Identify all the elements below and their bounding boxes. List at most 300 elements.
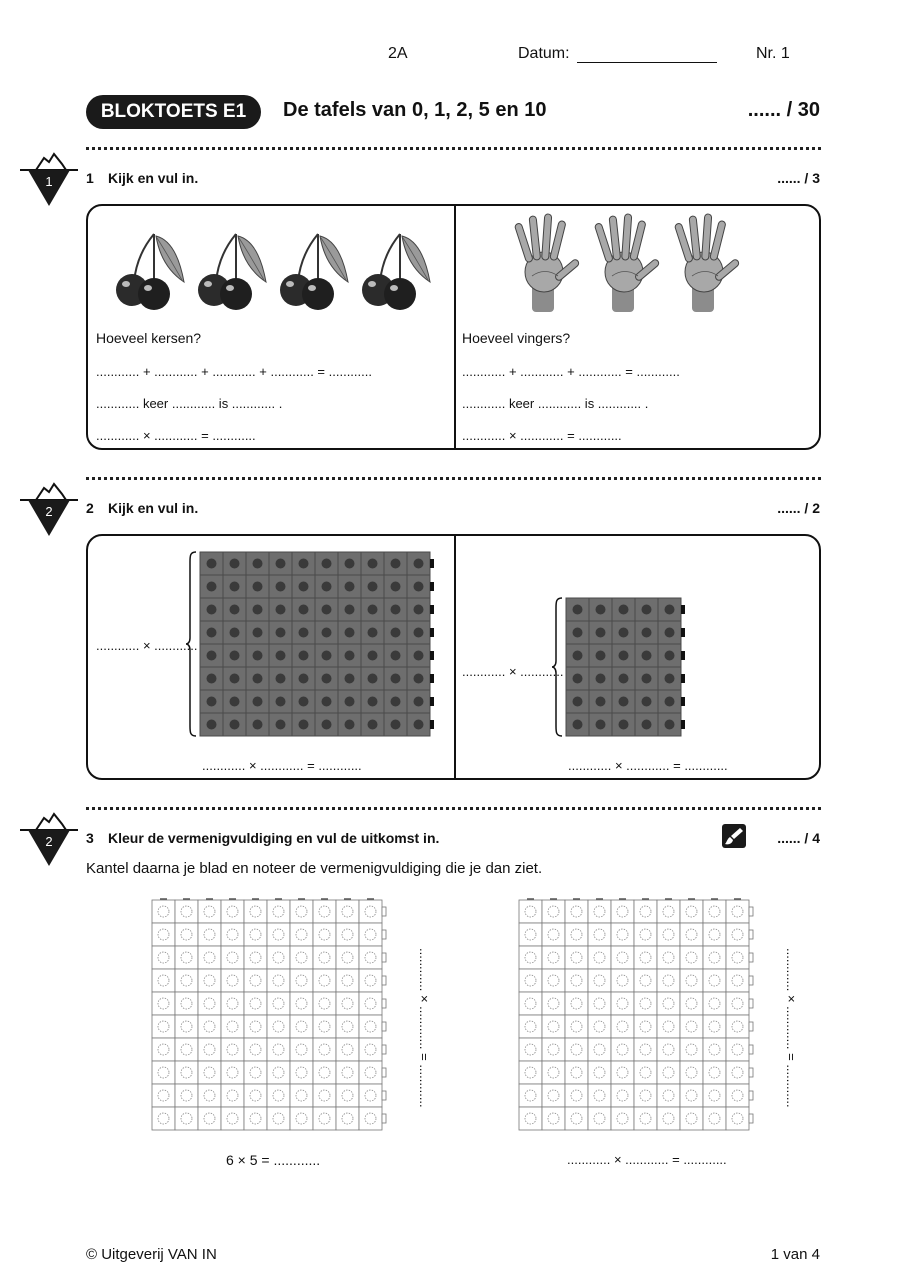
counting-block — [384, 575, 407, 598]
counting-block[interactable] — [244, 969, 267, 992]
counting-block — [246, 690, 269, 713]
counting-block[interactable] — [313, 923, 336, 946]
counting-block[interactable] — [290, 1015, 313, 1038]
counting-block — [361, 621, 384, 644]
counting-block[interactable] — [680, 992, 703, 1015]
counting-block[interactable] — [611, 1107, 634, 1130]
counting-block[interactable] — [657, 1084, 680, 1107]
counting-block[interactable] — [726, 1107, 749, 1130]
counting-block — [566, 713, 589, 736]
counting-block[interactable] — [198, 923, 221, 946]
counting-block[interactable] — [588, 923, 611, 946]
iceberg-level-icon — [18, 478, 80, 540]
counting-block — [246, 598, 269, 621]
counting-block[interactable] — [313, 900, 336, 923]
counting-block[interactable] — [588, 946, 611, 969]
counting-block[interactable] — [152, 992, 175, 1015]
counting-block[interactable] — [657, 900, 680, 923]
counting-block[interactable] — [336, 1015, 359, 1038]
counting-block[interactable] — [175, 946, 198, 969]
counting-block[interactable] — [244, 992, 267, 1015]
counting-block — [589, 713, 612, 736]
counting-block[interactable] — [267, 946, 290, 969]
counting-block[interactable] — [313, 1015, 336, 1038]
counting-block — [589, 690, 612, 713]
counting-block[interactable] — [267, 1015, 290, 1038]
counting-block[interactable] — [519, 1084, 542, 1107]
rotated-answer-line[interactable]: ............ × ............ = ............ — [417, 948, 432, 1108]
section-divider — [86, 807, 821, 810]
counting-block[interactable] — [359, 992, 382, 1015]
counting-block[interactable] — [313, 992, 336, 1015]
counting-block[interactable] — [244, 1061, 267, 1084]
counting-block[interactable] — [726, 923, 749, 946]
counting-block — [361, 575, 384, 598]
counting-block — [612, 690, 635, 713]
counting-block[interactable] — [634, 969, 657, 992]
counting-block[interactable] — [267, 969, 290, 992]
counting-block[interactable] — [634, 1038, 657, 1061]
counting-block[interactable] — [175, 1084, 198, 1107]
counting-block[interactable] — [565, 923, 588, 946]
answer-line[interactable]: ............ × ............ = ............ — [568, 758, 728, 773]
counting-block — [223, 575, 246, 598]
counting-block[interactable] — [680, 923, 703, 946]
counting-block[interactable] — [221, 900, 244, 923]
counting-block[interactable] — [290, 992, 313, 1015]
counting-block[interactable] — [565, 946, 588, 969]
counting-block[interactable] — [657, 923, 680, 946]
counting-block[interactable] — [565, 992, 588, 1015]
counting-block[interactable] — [680, 946, 703, 969]
counting-block[interactable] — [542, 1084, 565, 1107]
counting-block[interactable] — [336, 1107, 359, 1130]
counting-block[interactable] — [290, 1084, 313, 1107]
counting-block[interactable] — [244, 1107, 267, 1130]
counting-block[interactable] — [565, 1038, 588, 1061]
counting-block[interactable] — [198, 992, 221, 1015]
counting-block[interactable] — [221, 969, 244, 992]
counting-block[interactable] — [198, 1107, 221, 1130]
counting-block[interactable] — [634, 1015, 657, 1038]
counting-block[interactable] — [221, 1107, 244, 1130]
page-number: 1 van 4 — [770, 1246, 820, 1263]
counting-block[interactable] — [726, 900, 749, 923]
counting-block[interactable] — [657, 1038, 680, 1061]
counting-block — [223, 644, 246, 667]
counting-block[interactable] — [152, 1038, 175, 1061]
counting-block[interactable] — [290, 900, 313, 923]
counting-block — [292, 667, 315, 690]
level-number: 1 — [45, 174, 53, 189]
counting-block[interactable] — [198, 1084, 221, 1107]
counting-block — [612, 621, 635, 644]
counting-block — [200, 713, 223, 736]
counting-block — [566, 644, 589, 667]
counting-block[interactable] — [175, 1015, 198, 1038]
counting-block — [315, 575, 338, 598]
counting-block[interactable] — [336, 1038, 359, 1061]
counting-block[interactable] — [657, 992, 680, 1015]
counting-block[interactable] — [244, 900, 267, 923]
counting-block[interactable] — [198, 969, 221, 992]
answer-line[interactable]: ............ keer ............ is ............ . — [96, 396, 283, 411]
block-grid — [517, 896, 757, 1132]
counting-block[interactable] — [726, 1038, 749, 1061]
counting-block[interactable] — [152, 946, 175, 969]
counting-block[interactable] — [542, 969, 565, 992]
block-connector — [749, 976, 753, 985]
counting-block[interactable] — [359, 1038, 382, 1061]
counting-block[interactable] — [519, 1061, 542, 1084]
counting-block[interactable] — [313, 1107, 336, 1130]
counting-block[interactable] — [221, 1038, 244, 1061]
counting-block[interactable] — [611, 946, 634, 969]
counting-block[interactable] — [634, 900, 657, 923]
counting-block[interactable] — [588, 1038, 611, 1061]
counting-block[interactable] — [680, 969, 703, 992]
counting-block — [200, 621, 223, 644]
counting-block[interactable] — [290, 1107, 313, 1130]
counting-block[interactable] — [611, 1015, 634, 1038]
counting-block[interactable] — [336, 900, 359, 923]
answer-line[interactable]: ............ × ............ = ............ — [202, 758, 362, 773]
counting-block[interactable] — [726, 946, 749, 969]
counting-block[interactable] — [175, 969, 198, 992]
exercise-instruction: Kleur de vermenigvuldiging en vul de uitkomst in. — [108, 830, 440, 846]
counting-block — [315, 667, 338, 690]
counting-block — [269, 598, 292, 621]
counting-block[interactable] — [244, 1038, 267, 1061]
counting-block[interactable] — [359, 969, 382, 992]
counting-block[interactable] — [175, 1061, 198, 1084]
counting-block[interactable] — [175, 1038, 198, 1061]
counting-block[interactable] — [198, 900, 221, 923]
counting-block[interactable] — [703, 923, 726, 946]
counting-block[interactable] — [726, 1084, 749, 1107]
counting-block[interactable] — [152, 923, 175, 946]
counting-block[interactable] — [267, 1061, 290, 1084]
counting-block[interactable] — [221, 1015, 244, 1038]
counting-block[interactable] — [198, 946, 221, 969]
counting-block — [338, 667, 361, 690]
counting-block[interactable] — [152, 969, 175, 992]
counting-block[interactable] — [680, 1061, 703, 1084]
counting-block[interactable] — [313, 1061, 336, 1084]
counting-block[interactable] — [152, 900, 175, 923]
counting-block[interactable] — [290, 969, 313, 992]
counting-block[interactable] — [588, 900, 611, 923]
counting-block[interactable] — [657, 969, 680, 992]
counting-block — [407, 667, 430, 690]
counting-block[interactable] — [542, 992, 565, 1015]
counting-block[interactable] — [703, 1107, 726, 1130]
counting-block[interactable] — [221, 946, 244, 969]
counting-block[interactable] — [244, 1015, 267, 1038]
counting-block[interactable] — [198, 1038, 221, 1061]
counting-block[interactable] — [359, 900, 382, 923]
counting-block[interactable] — [519, 923, 542, 946]
hand-icon — [514, 214, 580, 312]
counting-block[interactable] — [703, 1038, 726, 1061]
counting-block — [292, 552, 315, 575]
counting-block[interactable] — [611, 1061, 634, 1084]
counting-block[interactable] — [313, 946, 336, 969]
counting-block[interactable] — [611, 992, 634, 1015]
counting-block[interactable] — [267, 1107, 290, 1130]
counting-block — [338, 713, 361, 736]
counting-block[interactable] — [336, 969, 359, 992]
counting-block[interactable] — [657, 946, 680, 969]
counting-block[interactable] — [152, 1015, 175, 1038]
answer-line[interactable]: 6 × 5 = ............ — [226, 1152, 321, 1168]
counting-block[interactable] — [565, 969, 588, 992]
counting-block — [407, 644, 430, 667]
counting-block[interactable] — [267, 900, 290, 923]
counting-block[interactable] — [313, 969, 336, 992]
counting-block[interactable] — [244, 923, 267, 946]
block-connector — [382, 1114, 386, 1123]
counting-block — [269, 713, 292, 736]
counting-block — [315, 621, 338, 644]
counting-block — [407, 690, 430, 713]
block-connector — [681, 651, 685, 660]
counting-block[interactable] — [611, 969, 634, 992]
block-connector — [681, 605, 685, 614]
exercise-title — [86, 830, 439, 846]
answer-line[interactable]: ............ × ............ = ............ — [567, 1152, 727, 1167]
counting-block[interactable] — [726, 1015, 749, 1038]
counting-block[interactable] — [565, 1107, 588, 1130]
block-connector — [681, 628, 685, 637]
counting-block — [223, 621, 246, 644]
block-connector — [430, 720, 434, 729]
counting-block[interactable] — [336, 1084, 359, 1107]
answer-line[interactable]: ............ × ............ = ............ — [462, 428, 622, 443]
counting-block[interactable] — [634, 992, 657, 1015]
counting-block — [635, 713, 658, 736]
counting-block[interactable] — [565, 1061, 588, 1084]
iceberg-level-icon — [18, 808, 80, 870]
cherries-picture — [114, 226, 434, 316]
counting-block — [200, 690, 223, 713]
counting-block[interactable] — [680, 1038, 703, 1061]
counting-block[interactable] — [359, 1061, 382, 1084]
counting-block[interactable] — [267, 1084, 290, 1107]
counting-block[interactable] — [152, 1061, 175, 1084]
counting-block[interactable] — [290, 946, 313, 969]
block-connector — [382, 1068, 386, 1077]
block-connector — [382, 999, 386, 1008]
answer-line[interactable]: ............ × ............ — [462, 664, 564, 679]
counting-block — [635, 598, 658, 621]
counting-block[interactable] — [703, 1084, 726, 1107]
counting-block[interactable] — [152, 1107, 175, 1130]
counting-block[interactable] — [634, 946, 657, 969]
counting-block[interactable] — [542, 1038, 565, 1061]
counting-block[interactable] — [680, 900, 703, 923]
counting-block[interactable] — [175, 923, 198, 946]
counting-block[interactable] — [588, 992, 611, 1015]
counting-block — [292, 713, 315, 736]
counting-block[interactable] — [244, 1084, 267, 1107]
counting-block[interactable] — [703, 1015, 726, 1038]
counting-block — [589, 598, 612, 621]
counting-block[interactable] — [313, 1084, 336, 1107]
counting-block[interactable] — [565, 1015, 588, 1038]
counting-block — [292, 621, 315, 644]
counting-block[interactable] — [175, 900, 198, 923]
counting-block — [269, 621, 292, 644]
counting-block[interactable] — [634, 1061, 657, 1084]
counting-block — [589, 644, 612, 667]
answer-line[interactable]: ............ × ............ = ............ — [96, 428, 256, 443]
counting-block — [658, 644, 681, 667]
counting-block — [200, 644, 223, 667]
counting-block[interactable] — [267, 923, 290, 946]
rotated-answer-line[interactable]: ............ × ............ = ............ — [784, 948, 799, 1108]
counting-block — [658, 713, 681, 736]
counting-block[interactable] — [290, 923, 313, 946]
counting-block — [292, 690, 315, 713]
counting-block[interactable] — [634, 923, 657, 946]
counting-block — [566, 621, 589, 644]
counting-block[interactable] — [313, 1038, 336, 1061]
counting-block[interactable] — [703, 946, 726, 969]
counting-block[interactable] — [175, 1107, 198, 1130]
counting-block[interactable] — [359, 1015, 382, 1038]
counting-block[interactable] — [726, 992, 749, 1015]
block-connector — [430, 674, 434, 683]
counting-block[interactable] — [703, 1061, 726, 1084]
counting-block[interactable] — [336, 992, 359, 1015]
cherries-question: Hoeveel kersen? — [96, 330, 202, 346]
counting-block[interactable] — [611, 1038, 634, 1061]
block-connector — [681, 697, 685, 706]
counting-block[interactable] — [542, 1107, 565, 1130]
page-title: De tafels van 0, 1, 2, 5 en 10 — [283, 99, 547, 121]
counting-block — [315, 713, 338, 736]
counting-block[interactable] — [588, 969, 611, 992]
counting-block[interactable] — [519, 946, 542, 969]
counting-block[interactable] — [611, 900, 634, 923]
counting-block[interactable] — [588, 1061, 611, 1084]
counting-block — [566, 690, 589, 713]
block-connector — [382, 1091, 386, 1100]
counting-block[interactable] — [542, 1061, 565, 1084]
counting-block[interactable] — [703, 900, 726, 923]
counting-block[interactable] — [588, 1107, 611, 1130]
block-connector — [430, 559, 434, 568]
counting-block[interactable] — [588, 1015, 611, 1038]
counting-block[interactable] — [657, 1015, 680, 1038]
counting-block[interactable] — [336, 1061, 359, 1084]
counting-block[interactable] — [198, 1061, 221, 1084]
counting-block[interactable] — [542, 900, 565, 923]
counting-block[interactable] — [542, 923, 565, 946]
counting-block[interactable] — [703, 969, 726, 992]
counting-block[interactable] — [267, 1038, 290, 1061]
counting-block — [589, 621, 612, 644]
counting-block[interactable] — [519, 1107, 542, 1130]
counting-block[interactable] — [588, 1084, 611, 1107]
counting-block — [407, 713, 430, 736]
fingers-question: Hoeveel vingers? — [462, 330, 571, 346]
counting-block[interactable] — [657, 1061, 680, 1084]
counting-block[interactable] — [565, 900, 588, 923]
counting-block[interactable] — [634, 1084, 657, 1107]
counting-block[interactable] — [680, 1107, 703, 1130]
counting-block[interactable] — [359, 1084, 382, 1107]
counting-block[interactable] — [565, 1084, 588, 1107]
counting-block[interactable] — [152, 1084, 175, 1107]
counting-block — [361, 690, 384, 713]
counting-block — [223, 598, 246, 621]
counting-block[interactable] — [175, 992, 198, 1015]
counting-block[interactable] — [519, 992, 542, 1015]
counting-block[interactable] — [198, 1015, 221, 1038]
counting-block — [407, 598, 430, 621]
counting-block[interactable] — [611, 923, 634, 946]
counting-block[interactable] — [336, 923, 359, 946]
counting-block[interactable] — [519, 900, 542, 923]
counting-block[interactable] — [221, 1084, 244, 1107]
section-divider — [86, 147, 821, 150]
date-field[interactable] — [577, 62, 717, 63]
exercise-score: ...... / 3 — [777, 170, 820, 186]
answer-line[interactable]: ............ × ............ — [96, 638, 198, 653]
answer-line[interactable]: ............ + ............ + ............ = ............ — [462, 364, 680, 379]
counting-block[interactable] — [359, 946, 382, 969]
counting-block[interactable] — [336, 946, 359, 969]
counting-block[interactable] — [726, 969, 749, 992]
counting-block — [269, 575, 292, 598]
counting-block[interactable] — [611, 1084, 634, 1107]
counting-block[interactable] — [244, 946, 267, 969]
iceberg-level-icon — [18, 148, 80, 210]
answer-line[interactable]: ............ keer ............ is ............ . — [462, 396, 649, 411]
counting-block[interactable] — [542, 1015, 565, 1038]
counting-block[interactable] — [359, 923, 382, 946]
counting-block[interactable] — [519, 1015, 542, 1038]
counting-block[interactable] — [221, 923, 244, 946]
counting-block[interactable] — [634, 1107, 657, 1130]
counting-block[interactable] — [267, 992, 290, 1015]
counting-block — [269, 667, 292, 690]
counting-block[interactable] — [290, 1061, 313, 1084]
counting-block — [246, 552, 269, 575]
counting-block[interactable] — [680, 1015, 703, 1038]
block-connector — [749, 1068, 753, 1077]
counting-block[interactable] — [519, 1038, 542, 1061]
counting-block[interactable] — [221, 992, 244, 1015]
counting-block[interactable] — [680, 1084, 703, 1107]
counting-block — [407, 621, 430, 644]
answer-line[interactable]: ............ + ............ + ............ + ............ = ............ — [96, 364, 372, 379]
counting-block[interactable] — [359, 1107, 382, 1130]
counting-block[interactable] — [221, 1061, 244, 1084]
counting-block — [315, 644, 338, 667]
counting-block[interactable] — [542, 946, 565, 969]
exercise-number: 3 — [86, 830, 94, 846]
counting-block[interactable] — [726, 1061, 749, 1084]
counting-block[interactable] — [657, 1107, 680, 1130]
counting-block — [566, 667, 589, 690]
block-connector — [430, 651, 434, 660]
counting-block[interactable] — [290, 1038, 313, 1061]
counting-block[interactable] — [519, 969, 542, 992]
counting-block[interactable] — [703, 992, 726, 1015]
